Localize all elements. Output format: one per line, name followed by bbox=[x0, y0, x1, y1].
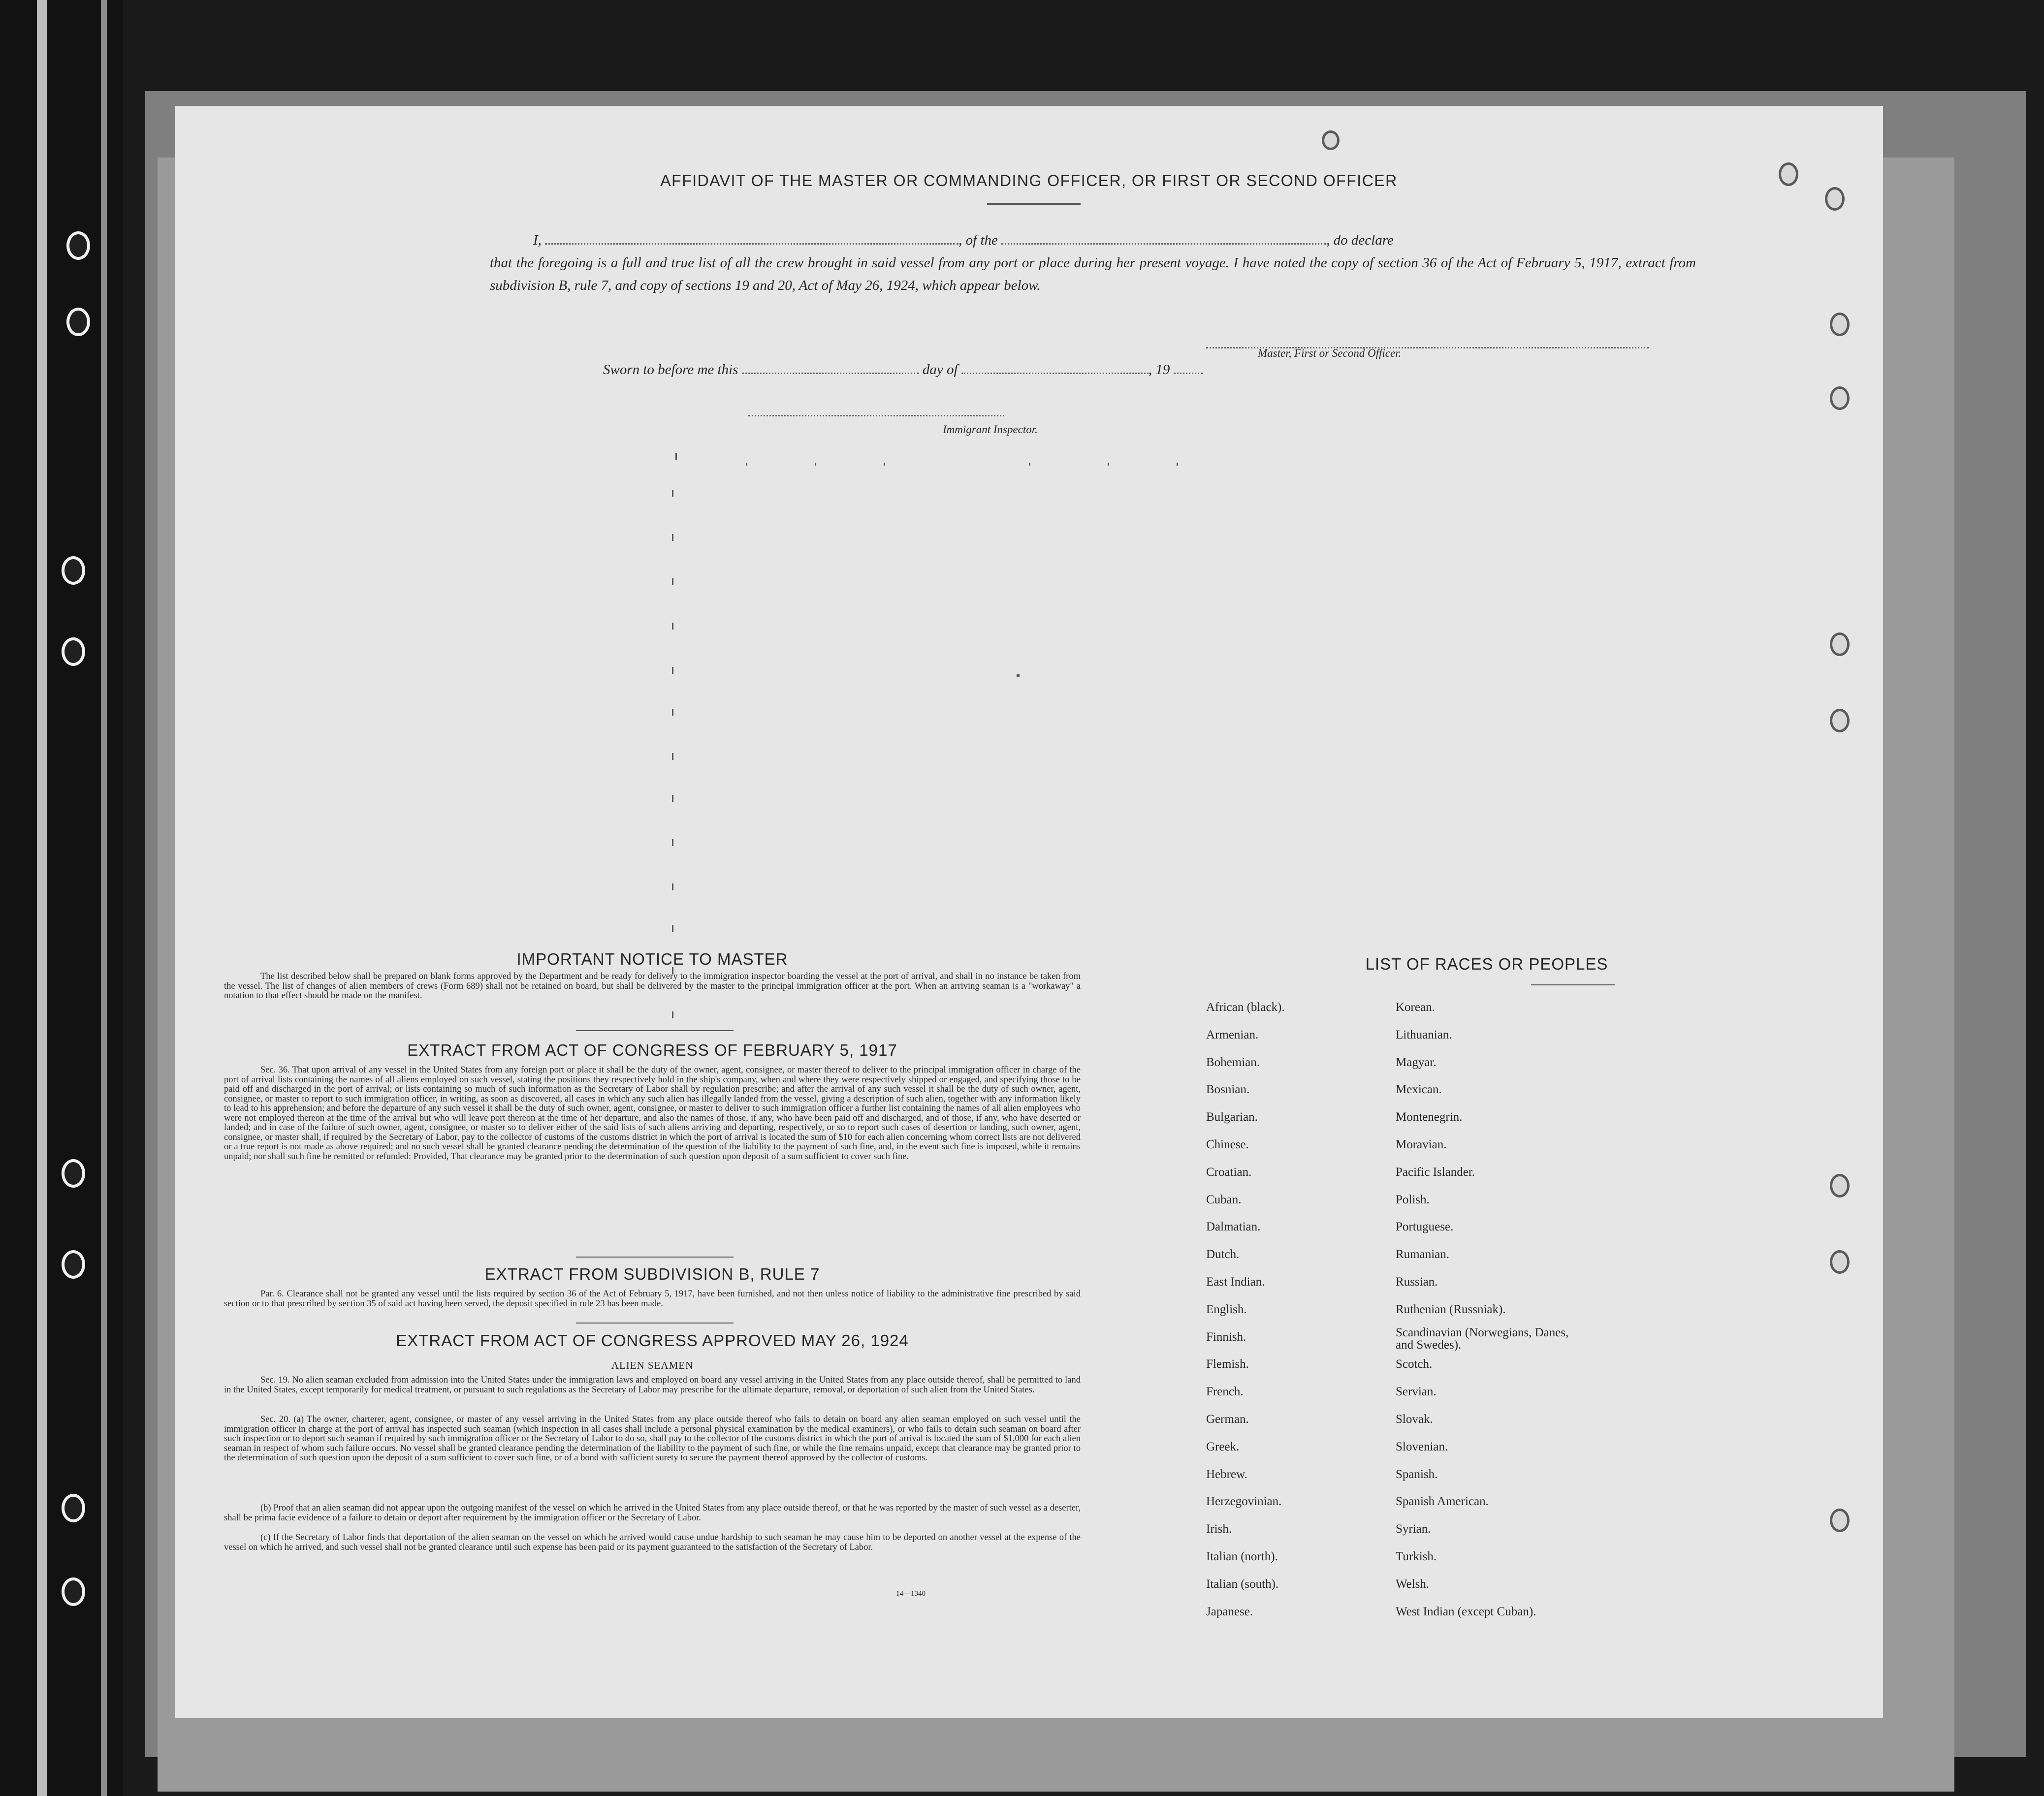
binding-hole bbox=[1825, 187, 1845, 211]
race-item: African (black). bbox=[1206, 1001, 1285, 1014]
extract-1924-sec19: Sec. 19. No alien seaman excluded from admission into the United States under the immigration laws and employed on board any vessel arriving in the United States from any place outside thereof, shall be permitted to land in the United States, except temporarily for medical treatment, or pursuant to such regulations as the Secretary of Labor may prescribe for the ultimate departure, removal, or deportation of such alien from the United States. bbox=[224, 1375, 1081, 1395]
race-item: Croatian. bbox=[1206, 1165, 1252, 1179]
punch-hole bbox=[62, 1250, 85, 1279]
race-item: French. bbox=[1206, 1385, 1244, 1399]
race-item: Russian. bbox=[1396, 1275, 1438, 1289]
column-tick bbox=[672, 490, 673, 497]
extract-rule7-heading: EXTRACT FROM SUBDIVISION B, RULE 7 bbox=[484, 1265, 820, 1283]
race-item: Bohemian. bbox=[1206, 1055, 1260, 1069]
race-item: Dalmatian. bbox=[1206, 1220, 1261, 1234]
binding-hole bbox=[1830, 632, 1850, 656]
race-item: Welsh. bbox=[1396, 1577, 1430, 1591]
race-item: Armenian. bbox=[1206, 1028, 1259, 1041]
race-item: Ruthenian (Russniak). bbox=[1396, 1302, 1506, 1316]
column-tick bbox=[672, 883, 673, 890]
column-tick bbox=[672, 839, 673, 846]
race-item: Slovenian. bbox=[1396, 1440, 1448, 1453]
binding-hole bbox=[1830, 386, 1850, 410]
binding-hole bbox=[1830, 1174, 1850, 1197]
binding-hole bbox=[1830, 313, 1850, 336]
column-tick bbox=[672, 753, 673, 760]
master-signature-label: Master, First or Second Officer. bbox=[1258, 347, 1402, 359]
extract-1924-sec20b: (b) Proof that an alien seaman did not appear upon the outgoing manifest of the vessel on which he arrived in the United States from any place outside thereof, or that he was reported by the master of such vessel as a deserter, shall be prima facie evidence of a failure to detain or deport after requirement by the immigration officer or the Secretary of Labor. bbox=[224, 1503, 1081, 1523]
race-item: Spanish American. bbox=[1396, 1495, 1489, 1509]
column-tick bbox=[1108, 463, 1109, 466]
column-tick bbox=[672, 1011, 673, 1018]
binding-hole bbox=[1322, 130, 1340, 150]
form-number: 14—1340 bbox=[896, 1590, 926, 1598]
sworn-year-blank bbox=[1174, 372, 1203, 374]
race-item: East Indian. bbox=[1206, 1275, 1265, 1289]
race-item: Flemish. bbox=[1206, 1357, 1249, 1371]
race-item: Spanish. bbox=[1396, 1467, 1438, 1481]
punch-hole bbox=[66, 308, 90, 336]
race-item: Chinese. bbox=[1206, 1138, 1249, 1151]
race-item: Italian (north). bbox=[1206, 1550, 1278, 1563]
race-item: Magyar. bbox=[1396, 1055, 1437, 1069]
race-item: Moravian. bbox=[1396, 1138, 1447, 1151]
race-item: Italian (south). bbox=[1206, 1577, 1279, 1591]
sworn-day-of: day of bbox=[922, 362, 958, 378]
film-edge bbox=[37, 0, 47, 1796]
extract-1917-heading: EXTRACT FROM ACT OF CONGRESS OF FEBRUARY 5, 1917 bbox=[407, 1041, 897, 1059]
race-item: Servian. bbox=[1396, 1385, 1437, 1399]
affidavit-do-declare: , do declare bbox=[1326, 232, 1394, 248]
manifest-page bbox=[175, 106, 1883, 1718]
races-rule bbox=[1531, 984, 1615, 985]
race-item: Montenegrin. bbox=[1396, 1110, 1463, 1124]
sworn-line bbox=[603, 362, 1203, 378]
punch-hole bbox=[62, 1159, 85, 1188]
race-item: Scotch. bbox=[1396, 1357, 1433, 1371]
race-item: West Indian (except Cuban). bbox=[1396, 1605, 1536, 1618]
race-item: Portuguese. bbox=[1396, 1220, 1454, 1234]
column-tick bbox=[884, 463, 885, 466]
affidavit-text bbox=[490, 229, 1696, 297]
film-edge bbox=[101, 0, 107, 1796]
race-item: Turkish. bbox=[1396, 1550, 1437, 1563]
extract-1924-subheading: ALIEN SEAMEN bbox=[611, 1359, 694, 1371]
column-tick bbox=[815, 463, 816, 466]
notice-heading: IMPORTANT NOTICE TO MASTER bbox=[516, 950, 788, 968]
column-tick bbox=[746, 463, 747, 466]
master-name-blank bbox=[545, 243, 958, 245]
column-tick bbox=[672, 709, 673, 716]
column-tick bbox=[672, 925, 673, 932]
binding-hole bbox=[1830, 709, 1850, 732]
race-item: Scandinavian (Norwegians, Danes, and Swedes). bbox=[1396, 1325, 1569, 1352]
race-item: Hebrew. bbox=[1206, 1467, 1247, 1481]
affidavit-of-the: , of the bbox=[958, 232, 998, 248]
notice-text: The list described below shall be prepared on blank forms approved by the Department and be ready for delivery to the immigration inspector boarding the vessel at the port of arrival, and shall in no instance be taken from the vessel. The list of changes of alien members of crews (Form 689) shall not be retained on board, but shall be delivered by the master to the principal immigration officer at the port. When an arriving seaman is a "workaway" a notation to that effect should be made on the manifest. bbox=[224, 972, 1081, 1001]
races-title: LIST OF RACES OR PEOPLES bbox=[1365, 955, 1608, 973]
film-strip bbox=[0, 0, 123, 1796]
race-item: Dutch. bbox=[1206, 1248, 1240, 1261]
column-tick bbox=[672, 795, 673, 802]
punch-hole bbox=[62, 556, 85, 585]
column-tick bbox=[675, 453, 677, 460]
column-tick bbox=[672, 623, 673, 630]
race-item: Irish. bbox=[1206, 1522, 1232, 1536]
binding-hole bbox=[1830, 1250, 1850, 1274]
affidavit-first-line bbox=[524, 229, 1696, 252]
affidavit-body: that the foregoing is a full and true list of all the crew brought in said vessel from any port or place during her present voyage. I have noted the copy of section 36 of the Act of February 5, 1917, extract from subdivision B, rule 7, and copy of sections 19 and 20, Act of May 26, 1924, which appear below. bbox=[490, 255, 1696, 293]
race-item: Cuban. bbox=[1206, 1193, 1242, 1206]
race-item: English. bbox=[1206, 1302, 1247, 1316]
sworn-year: , 19 bbox=[1148, 362, 1170, 378]
race-item: Finnish. bbox=[1206, 1330, 1246, 1344]
column-tick bbox=[672, 534, 673, 541]
race-item: Polish. bbox=[1396, 1193, 1430, 1206]
column-tick bbox=[1177, 463, 1178, 466]
sworn-prefix: Sworn to before me this bbox=[603, 362, 738, 378]
punch-hole bbox=[62, 637, 85, 666]
inspector-signature-line bbox=[748, 415, 1004, 416]
column-tick bbox=[672, 667, 673, 674]
race-item: Bosnian. bbox=[1206, 1083, 1250, 1097]
race-item: Mexican. bbox=[1396, 1083, 1442, 1097]
column-tick bbox=[1017, 674, 1020, 677]
punch-hole bbox=[66, 231, 90, 260]
notice-rule bbox=[576, 1030, 734, 1031]
race-item: Herzegovinian. bbox=[1206, 1495, 1282, 1509]
affidavit-title: AFFIDAVIT OF THE MASTER OR COMMANDING OFFICER, OR FIRST OR SECOND OFFICER bbox=[660, 172, 1398, 189]
race-item: Pacific Islander. bbox=[1396, 1165, 1475, 1179]
race-item: Bulgarian. bbox=[1206, 1110, 1258, 1124]
punch-hole bbox=[62, 1577, 85, 1606]
race-item: Korean. bbox=[1396, 1001, 1435, 1014]
sworn-day-blank bbox=[742, 372, 919, 374]
race-item: Rumanian. bbox=[1396, 1248, 1450, 1261]
sworn-month-blank bbox=[961, 372, 1149, 374]
race-item: Slovak. bbox=[1396, 1413, 1433, 1426]
race-item: German. bbox=[1206, 1413, 1249, 1426]
extract-1924-sec20a: Sec. 20. (a) The owner, charterer, agent, consignee, or master of any vessel arriving in the United States from any place outside thereof who fails to detain on board any alien seaman employed on such vessel until the immigration officer in charge at the port of arrival has inspected such seaman (which inspection in all cases shall include a personal physical examination by the medical examiners), or who fails to detain such seaman on board after such inspection or to deport such seaman if required by such immigration officer or the Secretary of Labor to do so, shall pay to the collector of the customs district in which the port of arrival is located the sum of $1,000 for each alien seaman in respect of whom such failure occurs. No vessel shall be granted clearance pending the determination of the liability to the payment of such fine, or while the fine remains unpaid, except that clearance may be granted prior to the determination of such question upon the deposit of a sum sufficient to cover such fine, or of a bond with sufficient surety to secure the payment thereof approved by the collector of customs. bbox=[224, 1415, 1081, 1463]
binding-hole bbox=[1830, 1509, 1850, 1532]
title-rule bbox=[987, 203, 1081, 205]
extract-1924-heading: EXTRACT FROM ACT OF CONGRESS APPROVED MAY 26, 1924 bbox=[396, 1331, 909, 1350]
extract-1924-sec20c: (c) If the Secretary of Labor finds that deportation of the alien seaman on the vessel on which he arrived would cause undue hardship to such seaman he may cause him to be deported on another vessel at the expense of the vessel on which he arrived, and such vessel shall not be granted clearance until such expense has been paid or its payment guaranteed to the satisfaction of the Secretary of Labor. bbox=[224, 1533, 1081, 1552]
vessel-name-blank bbox=[1001, 243, 1326, 245]
extract-1917-rule bbox=[576, 1257, 734, 1258]
punch-hole bbox=[62, 1494, 85, 1522]
affidavit-i: I, bbox=[533, 232, 542, 248]
race-item: Syrian. bbox=[1396, 1522, 1431, 1536]
extract-1917-text: Sec. 36. That upon arrival of any vessel in the United States from any foreign port or place it shall be the duty of the owner, agent, consignee, or master thereof to deliver to the principal immigration officer in charge of the port of arrival lists containing the names of all aliens employed on such vessel, stating the positions they respectively hold in the ship's company, when and where they were respectively shipped or engaged, and specifying those to be paid off and discharged in the port of arrival; or lists containing so much of such information as the Secretary of Labor shall by regulation prescribe; and after the arrival of any such vessel it shall be the duty of such owner, agent, consignee, or master to report to such immigration officer, in writing, as soon as discovered, all cases in which any such alien has illegally landed from the vessel, giving a description of such alien, together with any information likely to lead to his apprehension; and before the departure of any such vessel it shall be the duty of such owner, agent, consignee, or master to deliver to such immigration officer a further list containing the names of all alien employees who were not employed thereon at the time of the arrival but who will leave port thereon at the time of her departure, and also the names of those, if any, who have been paid off and discharged, and of those, if any, who have deserted or landed; and in case of the failure of such owner, agent, consignee, or master so to deliver either of the said lists of such aliens arriving and departing, respectively, or so to report such cases of desertion or landing, such owner, agent, consignee, or master shall, if required by the Secretary of Labor, pay to the collector of customs of the customs district in which the port of arrival is located the sum of $10 for each alien concerning whom correct lists are not delivered or a true report is not made as above required; and no such vessel shall be granted clearance pending the determination of the question of the liability to the payment of such fine, and, in the event such fine is imposed, while it remains unpaid; nor shall such fine be remitted or refunded: Provided, That clearance may be granted prior to the determination of such question upon deposit of a sum sufficient to cover such fine. bbox=[224, 1065, 1081, 1162]
column-tick bbox=[1029, 463, 1030, 466]
extract-rule7-text: Par. 6. Clearance shall not be granted any vessel until the lists required by section 36 of the Act of February 5, 1917, have been furnished, and not then unless notice of liability to the administrative fine prescribed by said section or to that prescribed by section 35 of said act having been served, the deposit specified in rule 23 has been made. bbox=[224, 1289, 1081, 1309]
race-item: Japanese. bbox=[1206, 1605, 1253, 1618]
race-item: Lithuanian. bbox=[1396, 1028, 1452, 1041]
column-tick bbox=[672, 578, 673, 585]
race-item: Greek. bbox=[1206, 1440, 1240, 1453]
inspector-signature-label: Immigrant Inspector. bbox=[943, 423, 1038, 436]
